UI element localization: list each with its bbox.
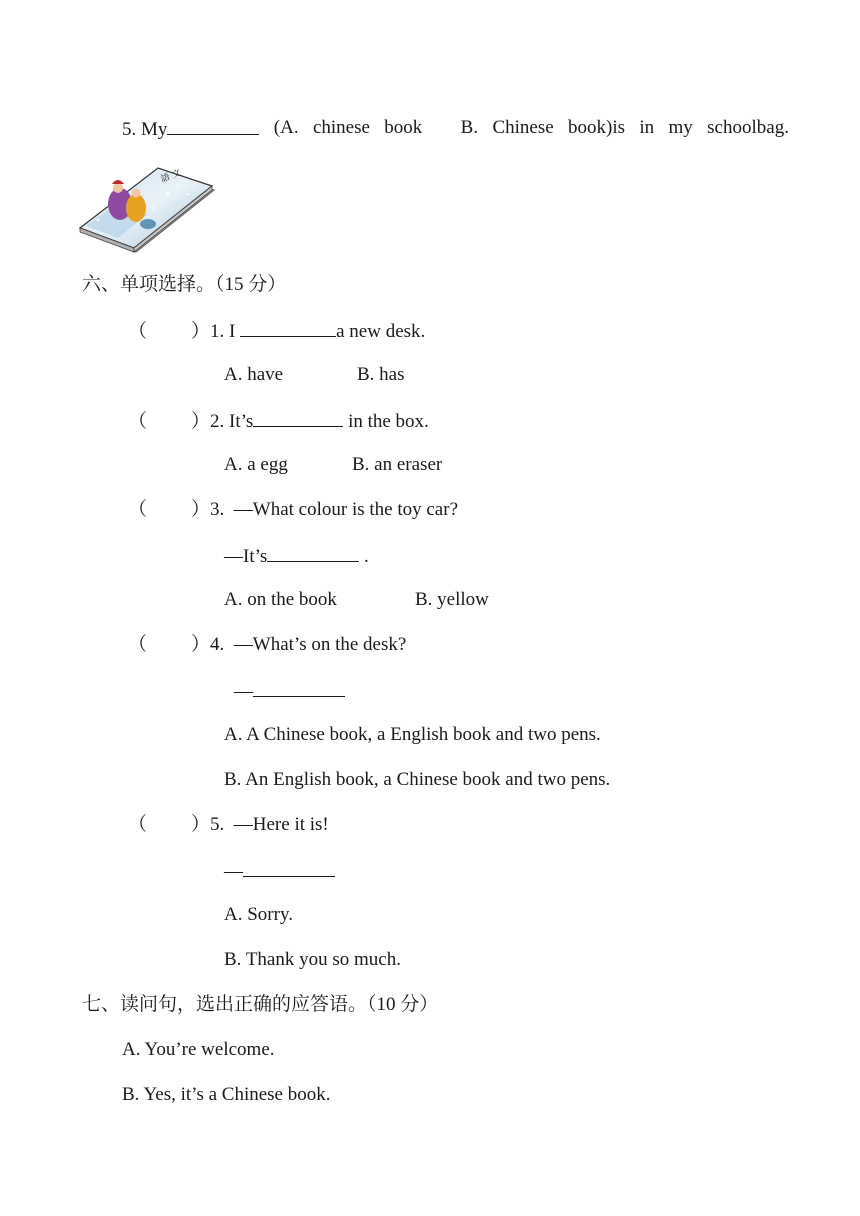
question-stem-after: in the box. (343, 411, 429, 432)
question-1 (128, 318, 425, 344)
question-stem: —What colour is the toy car? (233, 499, 459, 520)
option-a-word2: book (384, 117, 423, 138)
question-5-option-b: B. Thank you so much. (224, 949, 401, 970)
question-4-answer: — (234, 678, 345, 704)
option-b-word1: Chinese (492, 117, 554, 138)
section-7-option-a: A. You’re welcome. (122, 1039, 275, 1060)
answer-blank (253, 408, 343, 427)
question-number: 4. (210, 634, 225, 655)
question-3 (128, 498, 458, 522)
answer-paren[interactable]: （ ） (128, 499, 211, 520)
tail-word-2: my (668, 117, 693, 138)
section-7-option-b: B. Yes, it’s a Chinese book. (122, 1084, 331, 1105)
question-number: 2. (210, 411, 225, 432)
option-b: B. (460, 117, 479, 138)
question-stem-before: I (229, 321, 236, 342)
answer-paren[interactable]: （ ） (128, 411, 211, 432)
option-a-word1: chinese (312, 117, 370, 138)
question-stem-after: a new desk. (336, 321, 426, 342)
question-5-answer: — (224, 858, 335, 884)
question-4-option-a: A. A Chinese book, a English book and two pens. (224, 724, 601, 745)
question-stem-before: It’s (229, 411, 254, 432)
question-2-option-a: A. a egg (224, 454, 288, 475)
answer-blank[interactable] (167, 116, 259, 135)
item-number: 5. My (122, 116, 259, 142)
section-7-heading: 七、读问句，选出正确的应答语。（10 分） (82, 994, 439, 1015)
question-2-option-b: B. an eraser (352, 454, 443, 475)
question-4 (128, 633, 406, 657)
tail-word-1: in (639, 117, 655, 138)
option-a: (A. (273, 117, 299, 138)
answer-paren[interactable]: （ ） (128, 321, 211, 342)
question-number: 3. (210, 499, 225, 520)
answer-blank (243, 858, 335, 877)
question-4-option-b: B. An English book, a Chinese book and two pens. (224, 769, 611, 790)
answer-blank (267, 543, 359, 562)
answer-paren[interactable]: （ ） (128, 634, 211, 655)
question-2 (128, 408, 429, 434)
answer-paren[interactable]: （ ） (128, 814, 211, 835)
question-stem: —Here it is! (233, 814, 329, 835)
tail-word-3: schoolbag. (707, 117, 789, 138)
question-number: 5. (210, 814, 225, 835)
answer-blank (253, 678, 345, 697)
fill-in-item-5 (122, 116, 789, 142)
question-stem: —What’s on the desk? (233, 634, 407, 655)
section-6-heading: 六、单项选择。（15 分） (82, 274, 287, 295)
question-3-option-b: B. yellow (415, 589, 489, 610)
question-5 (128, 813, 329, 837)
question-3-option-a: A. on the book (224, 589, 337, 610)
question-number: 1. (210, 321, 225, 342)
option-b-word2: book)is (568, 117, 626, 138)
question-3-answer: —It’s . (224, 543, 369, 569)
chinese-textbook-cover-icon (78, 164, 216, 254)
question-1-option-a: A. have (224, 364, 284, 385)
question-5-option-a: A. Sorry. (224, 904, 293, 925)
svg-text:語 文: 語 文 (159, 168, 183, 185)
answer-blank (240, 318, 336, 337)
question-1-option-b: B. has (357, 364, 405, 385)
